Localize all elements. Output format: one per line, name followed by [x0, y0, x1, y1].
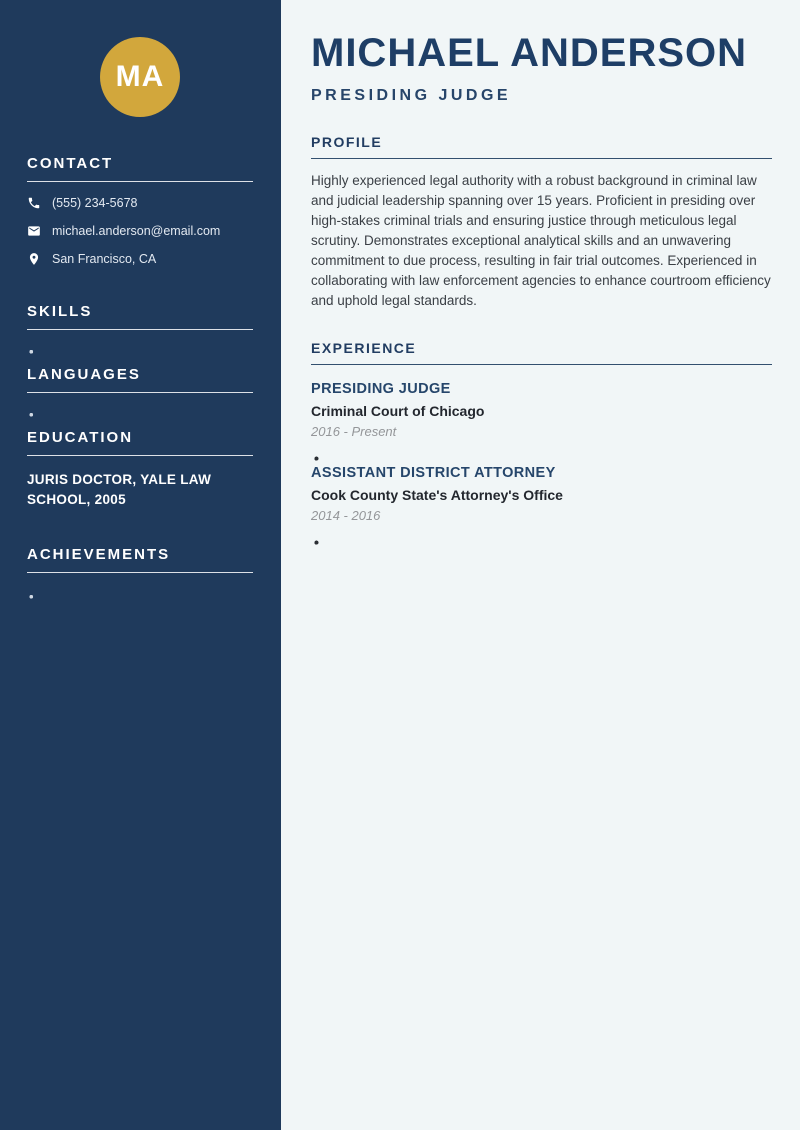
main-content [281, 0, 800, 1130]
section-divider [27, 181, 253, 182]
section-divider [27, 392, 253, 393]
section-divider [27, 455, 253, 456]
education-degree: JURIS DOCTOR, YALE LAW SCHOOL, 2005 [27, 472, 212, 507]
experience-entry [311, 381, 772, 439]
experience-dates: 2014 - 2016 [311, 508, 381, 523]
achievements-heading: ACHIEVEMENTS [27, 546, 171, 563]
contact-location-row [27, 252, 253, 267]
contact-phone-value: (555) 234-5678 [52, 196, 138, 210]
contact-email-value: michael.anderson@email.com [52, 224, 221, 238]
achievements-section [27, 546, 253, 573]
experience-job-title: ASSISTANT DISTRICT ATTORNEY [311, 465, 556, 481]
person-name: MICHAEL ANDERSON [311, 31, 748, 75]
avatar [100, 37, 180, 117]
experience-heading: EXPERIENCE [311, 340, 417, 356]
contact-heading: CONTACT [27, 155, 114, 172]
skills-heading: SKILLS [27, 303, 93, 320]
profile-section [311, 134, 772, 311]
sidebar [0, 0, 281, 1130]
avatar-initials: MA [115, 60, 165, 93]
contact-email-row [27, 224, 253, 239]
location-icon [27, 252, 41, 266]
section-divider [311, 158, 772, 159]
phone-icon [27, 196, 41, 210]
experience-jobs [311, 381, 772, 523]
experience-section [311, 340, 772, 523]
profile-heading: PROFILE [311, 134, 383, 150]
skills-section [27, 303, 253, 330]
contact-location-value: San Francisco, CA [52, 252, 157, 266]
experience-company: Criminal Court of Chicago [311, 403, 485, 419]
education-heading: EDUCATION [27, 429, 134, 446]
languages-section [27, 366, 253, 393]
profile-text: Highly experienced legal authority with a robust background in criminal law and judicial leadership spanning over 15 years. Proficient in presiding over high-stakes criminal trials and ensuring justice through meticulous legal scrutiny. Demonstrates exceptional analytical skills and an unwavering commitment to due process, resulting in fair trial outcomes. Experienced in collaborating with law enforcement agencies to enhance courtroom efficiency and uphold legal standards. [311, 173, 771, 308]
section-divider [27, 329, 253, 330]
education-section [27, 429, 253, 510]
contact-section [27, 155, 253, 267]
section-divider [27, 572, 253, 573]
experience-job-title: PRESIDING JUDGE [311, 381, 451, 397]
experience-entry [311, 465, 772, 523]
contact-phone-row [27, 196, 253, 211]
experience-company: Cook County State's Attorney's Office [311, 487, 563, 503]
experience-dates: 2016 - Present [311, 424, 397, 439]
person-job-title: PRESIDING JUDGE [311, 87, 512, 104]
languages-heading: LANGUAGES [27, 366, 141, 383]
section-divider [311, 364, 772, 365]
email-icon [27, 224, 41, 238]
